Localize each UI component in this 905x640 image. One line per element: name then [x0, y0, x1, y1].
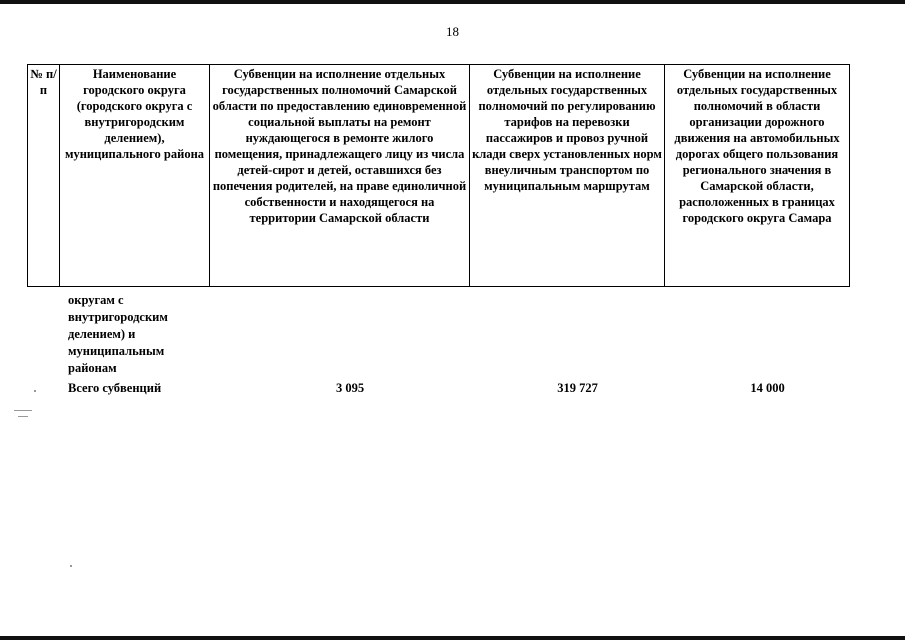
continuation-line: округам с: [68, 293, 124, 307]
header-number: № п/п: [28, 65, 60, 287]
table-header-row: [28, 65, 850, 287]
total-label: Всего субвенций: [68, 381, 162, 395]
scan-artifact: [70, 565, 72, 567]
page-number: 18: [446, 24, 459, 39]
scan-artifact: [14, 410, 32, 411]
header-name: Наименование городского округа (городского округа с внутригородским делением), муниципального района: [60, 65, 210, 287]
continuation-line: внутригородским: [68, 310, 168, 324]
page-bottom-border: [0, 636, 905, 640]
scan-artifact: [18, 416, 28, 417]
continuation-line: делением) и: [68, 327, 136, 341]
total-value-tariffs: 319 727: [557, 381, 598, 395]
subventions-table: [27, 64, 850, 287]
total-value-road-traffic: 14 000: [750, 381, 785, 395]
page-top-border: [0, 0, 905, 4]
total-value-repair-payment: 3 095: [335, 381, 365, 395]
header-subvention-repair-payment: Субвенции на исполнение отдельных государственных полномочий Самарской области по предоставлению единовременной социальной выплаты на ремонт нуждающегося в ремонте жилого помещения, принадлежащего лицу из числа детей-сирот и детей, оставшихся без попечения родителей, на праве единоличной собственности и находящегося на территории Самарской области: [210, 65, 470, 287]
header-subvention-tariffs: Субвенции на исполнение отдельных государственных полномочий по регулированию тарифов на перевозки пассажиров и провоз ручной клади сверх установленных норм внеуличным транспортом по муниципальным маршрутам: [470, 65, 665, 287]
continuation-line: районам: [68, 361, 117, 375]
header-subvention-road-traffic: Субвенции на исполнение отдельных государственных полномочий в области организации дорожного движения на автомобильных дорогах общего пользования регионального значения в Самарской области, расположенных в границах городского округа Самара: [665, 65, 850, 287]
continuation-line: муниципальным: [68, 344, 165, 358]
scan-artifact: [34, 390, 36, 392]
name-continuation: [68, 292, 218, 377]
